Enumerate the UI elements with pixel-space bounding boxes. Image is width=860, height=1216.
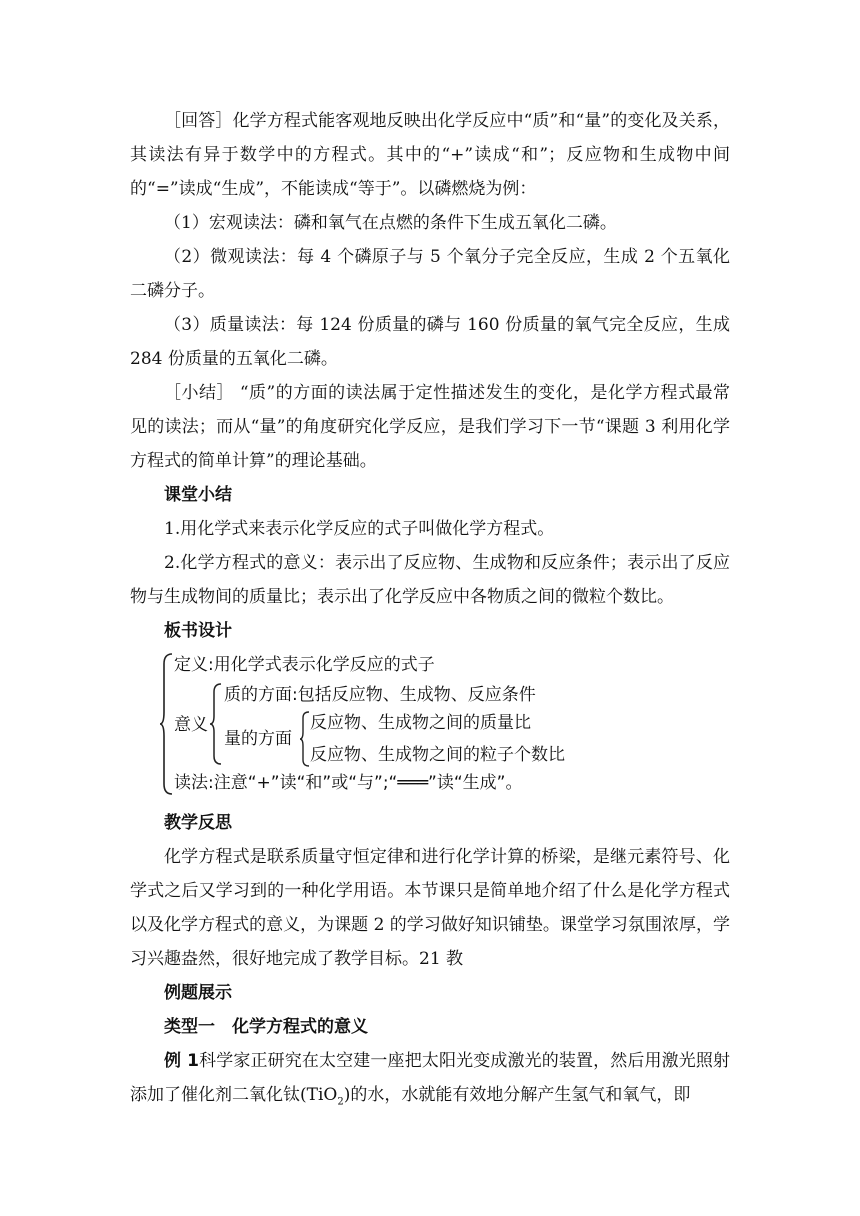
board-definition: 定义:用化学式表示化学反应的式子	[174, 655, 435, 675]
board-design-diagram	[160, 652, 600, 796]
example-1-paragraph	[130, 1044, 730, 1112]
type-one-heading: 类型一 化学方程式的意义	[164, 1017, 368, 1037]
board-reading: 读法:注意“+”读“和”或“与”;“═══”读“生成”。	[174, 773, 523, 793]
meaning-brace-icon	[210, 682, 222, 766]
reading-mass: （3）质量读法：每 124 份质量的磷与 160 份质量的氧气完全反应，生成 284 份质量的五氧化二磷。	[130, 315, 730, 369]
reading-micro: （2）微观读法：每 4 个磷原子与 5 个氧分子完全反应，生成 2 个五氧化二磷分子。	[130, 247, 730, 301]
example-1-label: 例 1	[164, 1051, 200, 1071]
answer-paragraph: ［回答］化学方程式能客观地反映出化学反应中“质”和“量”的变化及关系，其读法有异于数学中的方程式。其中的“+”读成“和”；反应物和生成物中间的“=”读成“生成”，不能读成“等于”。以磷燃烧为例：	[130, 111, 730, 199]
class-summary-item-2: 2.化学方程式的意义：表示出了反应物、生成物和反应条件；表示出了反应物与生成物间的质量比；表示出了化学反应中各物质之间的微粒个数比。	[130, 553, 730, 607]
reflection-paragraph: 化学方程式是联系质量守恒定律和进行化学计算的桥梁，是继元素符号、化学式之后又学习到的一种化学用语。本节课只是简单地介绍了什么是化学方程式以及化学方程式的意义，为课题 2 的学习做好知识铺垫。课堂学习氛围浓厚，学习兴趣盎然，很好地完成了教学目标。21 教	[130, 847, 730, 969]
board-quantity-label: 量的方面	[224, 729, 292, 749]
reflection-heading: 教学反思	[164, 813, 232, 833]
outer-brace-icon	[160, 652, 174, 796]
board-quality-line: 质的方面:包括反应物、生成物、反应条件	[224, 685, 536, 705]
board-quantity-line-2: 反应物、生成物之间的粒子个数比	[310, 745, 565, 765]
board-design-heading: 板书设计	[164, 621, 232, 641]
class-summary-item-1: 1.用化学式来表示化学反应的式子叫做化学方程式。	[164, 519, 555, 539]
example-1-text-b: )的水，水就能有效地分解产生氢气和氧气，即	[343, 1085, 691, 1105]
board-quantity-line-1: 反应物、生成物之间的质量比	[310, 713, 531, 733]
examples-heading: 例题展示	[164, 983, 232, 1003]
quantity-brace-icon	[300, 710, 310, 768]
reading-macro: （1）宏观读法：磷和氧气在点燃的条件下生成五氧化二磷。	[164, 213, 617, 233]
class-summary-heading: 课堂小结	[164, 485, 232, 505]
example-1-text-a: 科学家正研究在太空建一座把太阳光变成激光的装置，然后用激光照射添加了催化剂二氧化钛(TiO	[130, 1051, 731, 1105]
example-1-subscript: 2	[337, 1096, 344, 1108]
summary-note-paragraph: ［小结］ “质”的方面的读法属于定性描述发生的变化，是化学方程式最常见的读法；而从“量”的角度研究化学反应，是我们学习下一节“课题 3 利用化学方程式的简单计算”的理论基础。	[130, 383, 730, 471]
board-meaning-label: 意义	[174, 715, 208, 735]
